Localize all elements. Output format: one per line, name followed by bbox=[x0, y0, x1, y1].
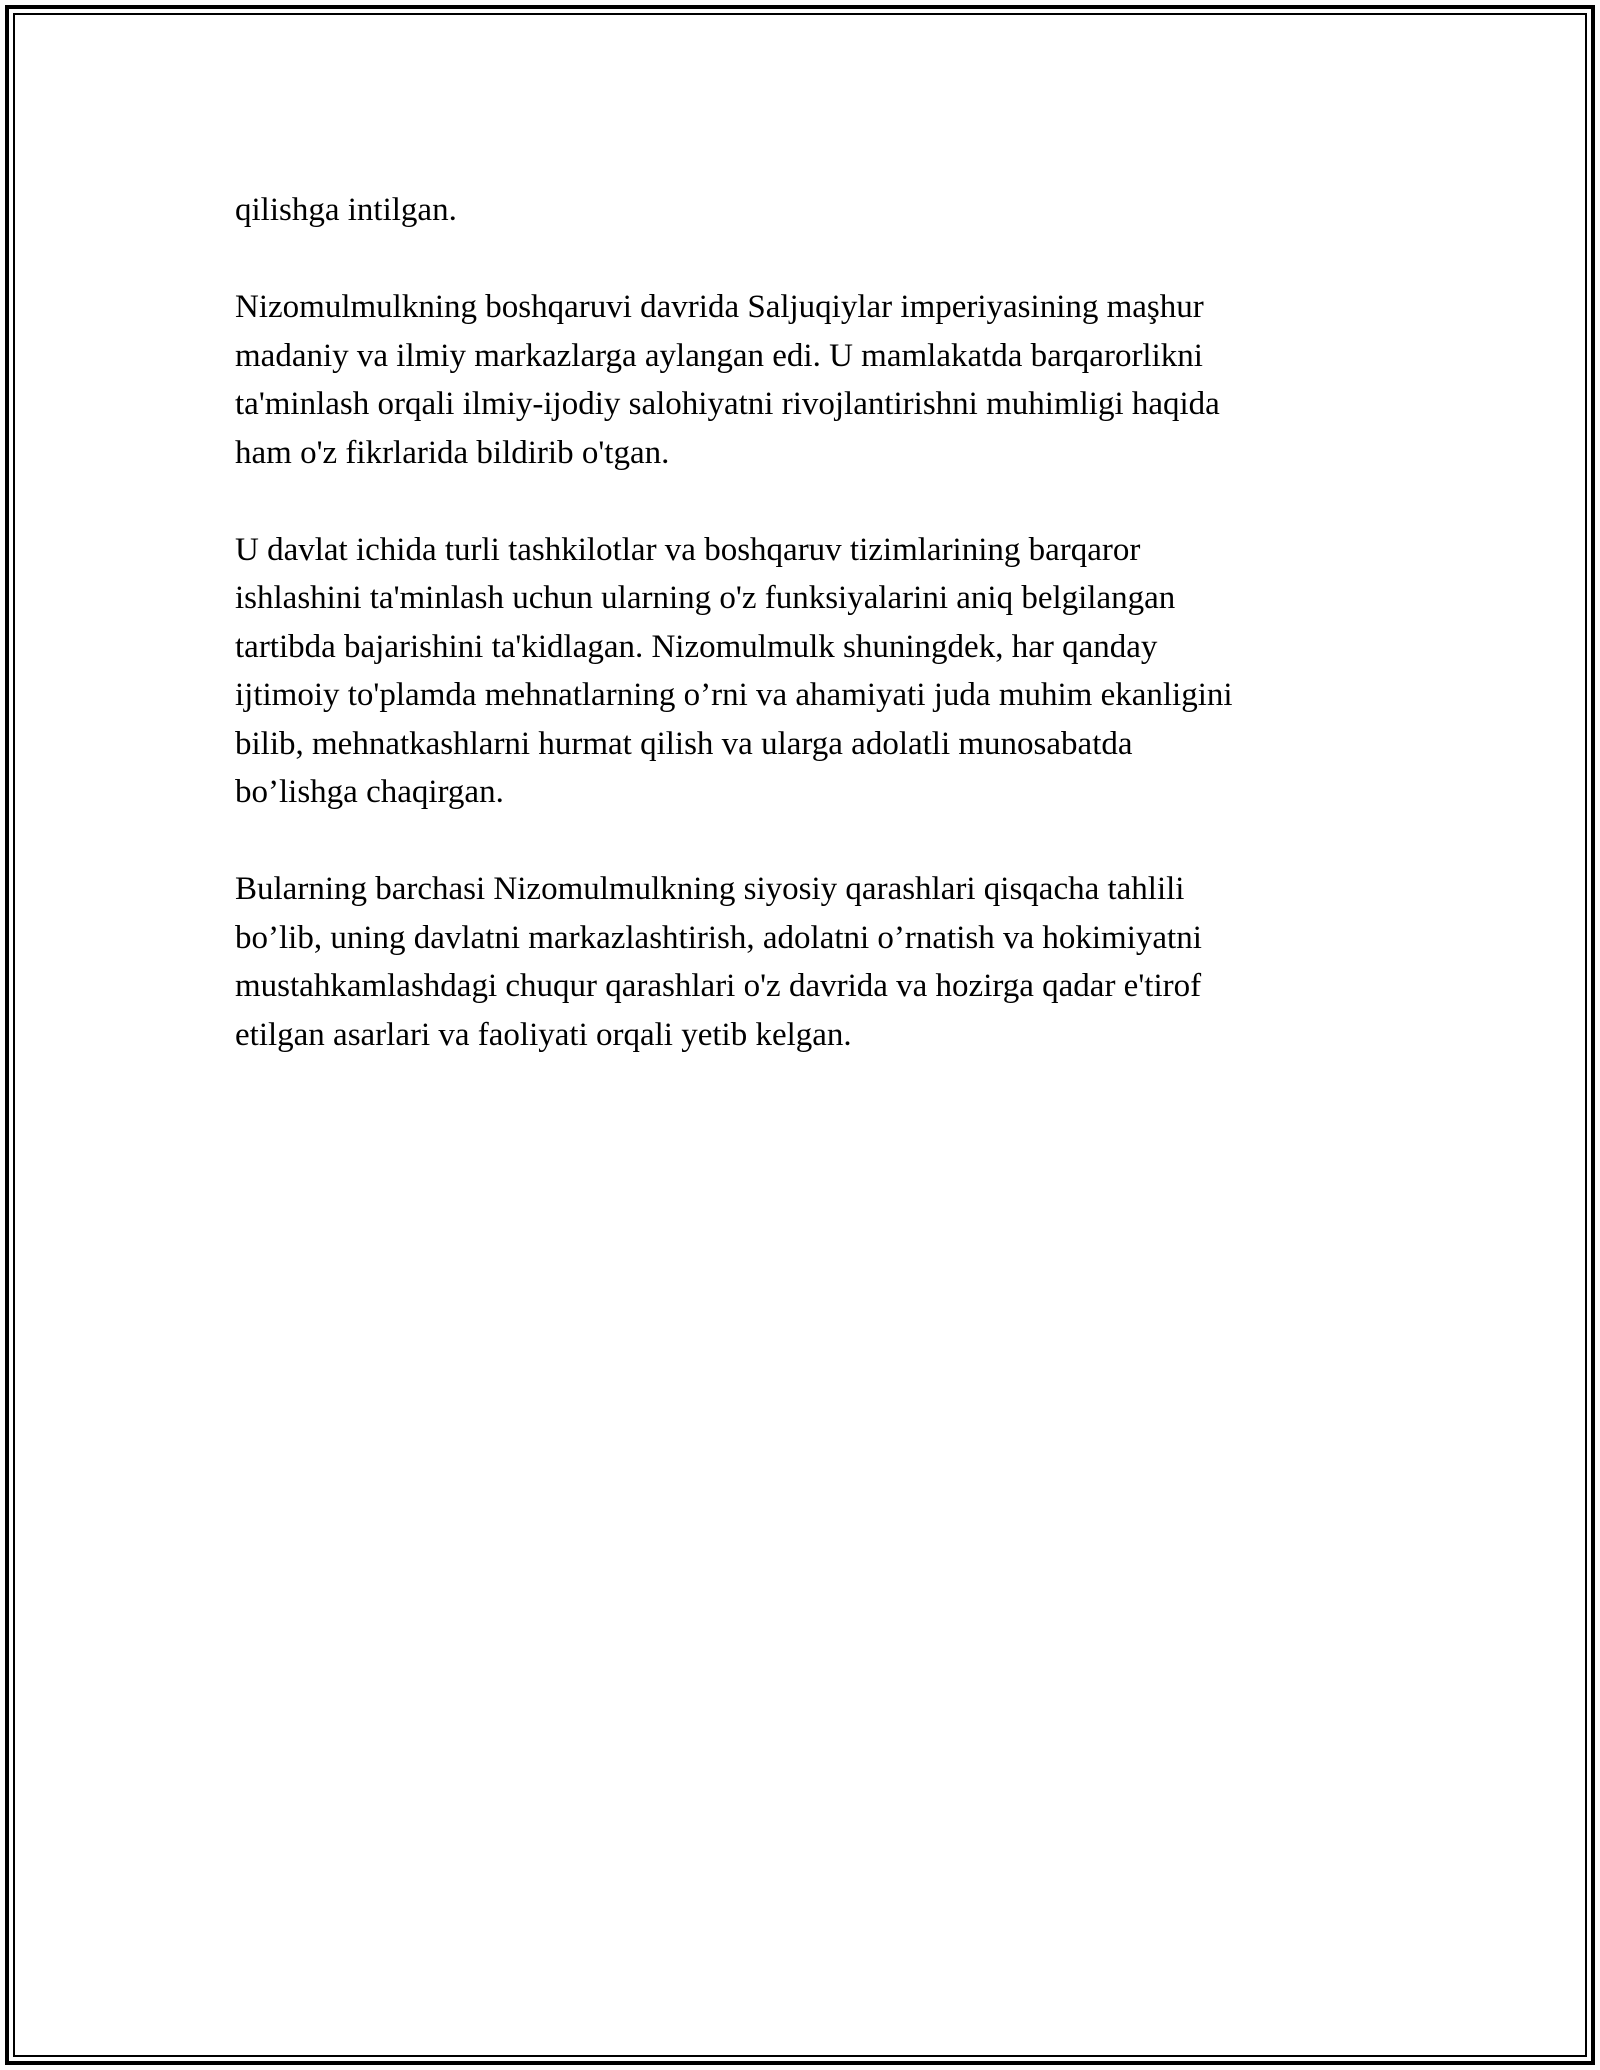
paragraph-4 bbox=[235, 865, 1365, 1059]
text-line: Bularning barchasi Nizomulmulkning siyosiy qarashlari qisqacha tahlili bbox=[235, 871, 1185, 907]
text-line: etilgan asarlari va faoliyati orqali yetib kelgan. bbox=[235, 1016, 852, 1053]
text-line: qilishga intilgan. bbox=[235, 192, 457, 228]
text-line: bo’lishga chaqirgan. bbox=[235, 774, 504, 810]
paragraph-1 bbox=[235, 186, 1365, 235]
text-line: Nizomulmulkning boshqaruvi davrida Saljuqiylar imperiyasining maşhur bbox=[235, 289, 1204, 325]
text-line: tartibda bajarishini ta'kidlagan. Nizomulmulk shuningdek, har qanday bbox=[235, 628, 1158, 665]
text-line: madaniy va ilmiy markazlarga aylangan edi. U mamlakatda barqarorlikni bbox=[235, 337, 1203, 374]
text-line: ijtimoiy to'plamda mehnatlarning o’rni va ahamiyati juda muhim ekanligini bbox=[235, 677, 1233, 713]
paragraph-2 bbox=[235, 283, 1365, 477]
text-line: bo’lib, uning davlatni markazlashtirish, adolatni o’rnatish va hokimiyatni bbox=[235, 919, 1202, 956]
text-line: bilib, mehnatkashlarni hurmat qilish va ularga adolatli munosabatda bbox=[235, 725, 1133, 762]
text-line: U davlat ichida turli tashkilotlar va boshqaruv tizimlarining barqaror bbox=[235, 531, 1141, 568]
text-line: ham o'z fikrlarida bildirib o'tgan. bbox=[235, 434, 670, 471]
document-body bbox=[235, 186, 1365, 1108]
text-line: ta'minlash orqali ilmiy-ijodiy salohiyatni rivojlantirishni muhimligi haqida bbox=[235, 386, 1220, 422]
paragraph-3 bbox=[235, 526, 1365, 817]
text-line: ishlashini ta'minlash uchun ularning o'z funksiyalarini aniq belgilangan bbox=[235, 580, 1176, 616]
text-line: mustahkamlashdagi chuqur qarashlari o'z davrida va hozirga qadar e'tirof bbox=[235, 968, 1202, 1004]
